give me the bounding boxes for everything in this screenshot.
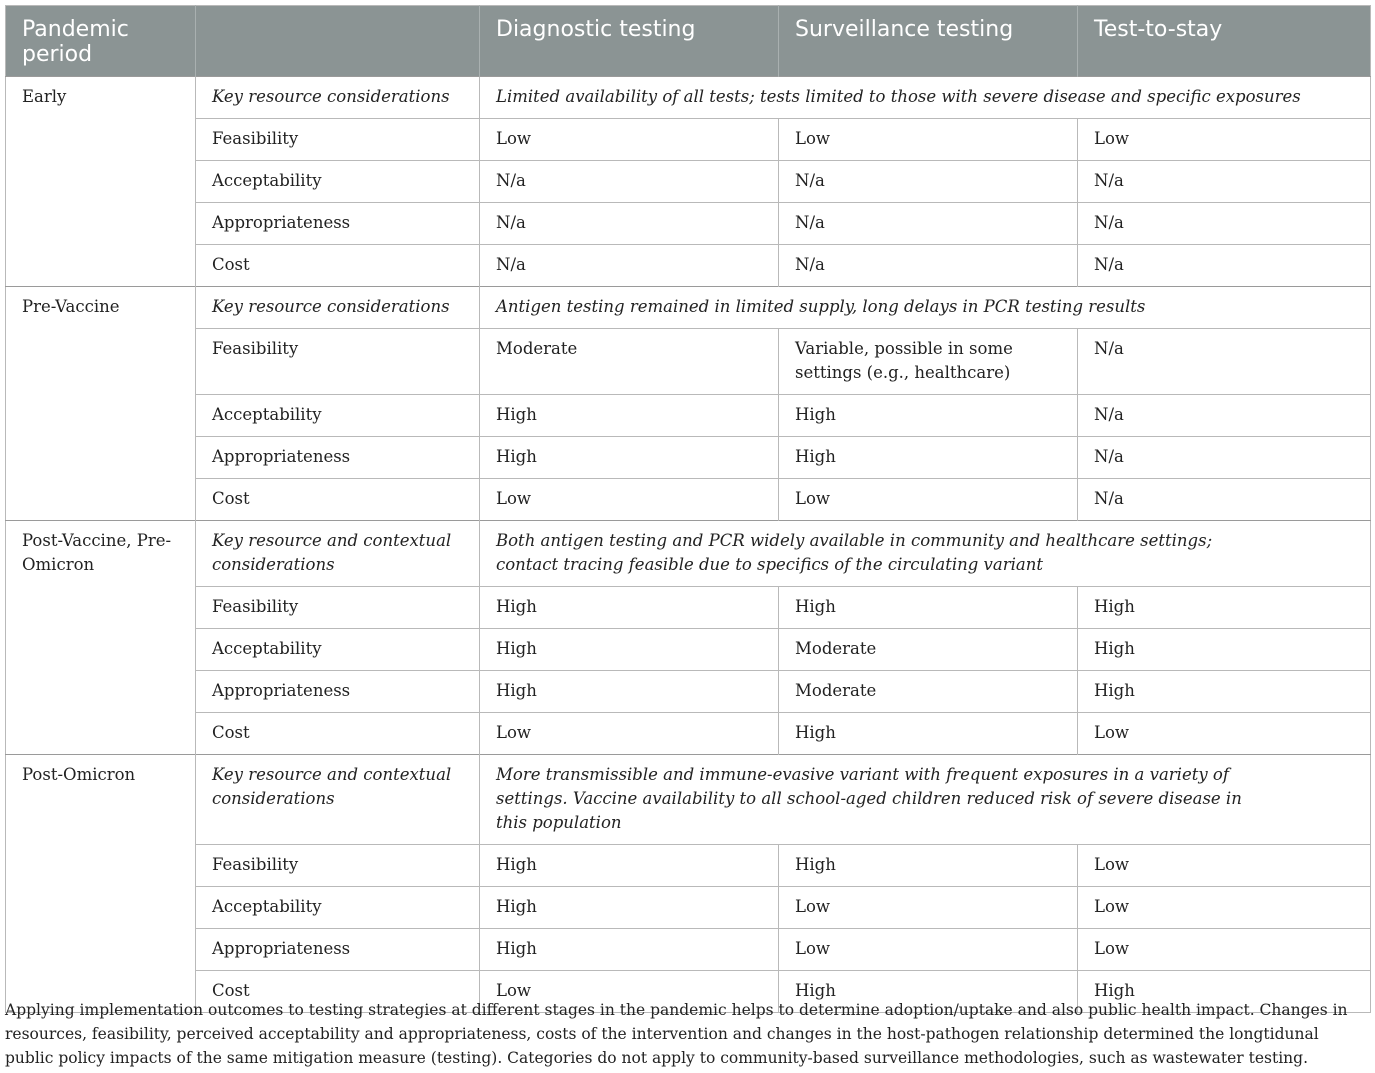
surveillance-value: High <box>779 971 1078 1013</box>
outcome-label: Feasibility <box>196 845 480 887</box>
surveillance-value: Low <box>779 929 1078 971</box>
outcome-label: Feasibility <box>196 329 480 395</box>
test-to-stay-value: N/a <box>1078 329 1371 395</box>
period-name: Early <box>6 77 196 287</box>
key-considerations-text: Both antigen testing and PCR widely available in community and healthcare settings; contact tracing feasible due to specifics of the circulating variant <box>480 521 1371 587</box>
diagnostic-value: High <box>480 845 779 887</box>
surveillance-value: Low <box>779 479 1078 521</box>
key-considerations-row <box>6 755 1371 845</box>
outcome-row <box>6 161 1371 203</box>
header-blank <box>196 6 480 77</box>
diagnostic-value: High <box>480 587 779 629</box>
key-considerations-text: Antigen testing remained in limited supply, long delays in PCR testing results <box>480 287 1371 329</box>
key-considerations-label: Key resource and contextual considerations <box>196 521 480 587</box>
outcome-label: Cost <box>196 479 480 521</box>
surveillance-value: Low <box>779 887 1078 929</box>
diagnostic-value: N/a <box>480 245 779 287</box>
outcome-row <box>6 395 1371 437</box>
test-to-stay-value: Low <box>1078 713 1371 755</box>
outcome-label: Appropriateness <box>196 437 480 479</box>
surveillance-value: N/a <box>779 203 1078 245</box>
diagnostic-value: High <box>480 671 779 713</box>
header-surveillance-testing: Surveillance testing <box>779 6 1078 77</box>
key-considerations-label: Key resource considerations <box>196 287 480 329</box>
header-diagnostic-testing: Diagnostic testing <box>480 6 779 77</box>
outcome-row <box>6 203 1371 245</box>
surveillance-value: Moderate <box>779 629 1078 671</box>
key-considerations-label: Key resource and contextual considerations <box>196 755 480 845</box>
diagnostic-value: High <box>480 395 779 437</box>
period-name: Post-Vaccine, Pre-Omicron <box>6 521 196 755</box>
test-to-stay-value: Low <box>1078 887 1371 929</box>
outcome-row <box>6 713 1371 755</box>
outcome-label: Feasibility <box>196 587 480 629</box>
surveillance-value: High <box>779 395 1078 437</box>
surveillance-value: Moderate <box>779 671 1078 713</box>
table-container <box>5 5 1370 1013</box>
diagnostic-value: N/a <box>480 203 779 245</box>
test-to-stay-value: High <box>1078 671 1371 713</box>
test-to-stay-value: Low <box>1078 845 1371 887</box>
outcome-row <box>6 479 1371 521</box>
test-to-stay-value: N/a <box>1078 245 1371 287</box>
test-to-stay-value: Low <box>1078 119 1371 161</box>
outcome-row <box>6 929 1371 971</box>
period-name: Post-Omicron <box>6 755 196 1013</box>
outcome-row <box>6 437 1371 479</box>
test-to-stay-value: High <box>1078 587 1371 629</box>
header-row <box>6 6 1371 77</box>
outcome-row <box>6 587 1371 629</box>
outcome-label: Appropriateness <box>196 929 480 971</box>
diagnostic-value: High <box>480 437 779 479</box>
surveillance-value: High <box>779 713 1078 755</box>
header-pandemic-period: Pandemic period <box>6 6 196 77</box>
outcome-label: Feasibility <box>196 119 480 161</box>
diagnostic-value: N/a <box>480 161 779 203</box>
diagnostic-value: High <box>480 929 779 971</box>
outcome-label: Acceptability <box>196 395 480 437</box>
outcome-row <box>6 671 1371 713</box>
diagnostic-value: High <box>480 887 779 929</box>
key-considerations-row <box>6 521 1371 587</box>
outcome-label: Acceptability <box>196 887 480 929</box>
table-footnote: Applying implementation outcomes to testing strategies at different stages in the pandemic helps to determine adoption/uptake and also public health impact. Changes in resources, feasibility, perceived acceptability and appropriateness, costs of the intervention and changes in the host-pathogen relationship determined the longtidunal public policy impacts of the same mitigation measure (testing). Categories do not apply to community-based surveillance methodologies, such as wastewater testing. <box>5 1001 1348 1067</box>
surveillance-value: N/a <box>779 245 1078 287</box>
outcome-row <box>6 887 1371 929</box>
test-to-stay-value: N/a <box>1078 203 1371 245</box>
outcome-label: Acceptability <box>196 161 480 203</box>
outcome-row <box>6 629 1371 671</box>
surveillance-value: N/a <box>779 161 1078 203</box>
outcome-row <box>6 845 1371 887</box>
test-to-stay-value: N/a <box>1078 479 1371 521</box>
surveillance-value: Variable, possible in some settings (e.g., healthcare) <box>779 329 1078 395</box>
test-to-stay-value: High <box>1078 629 1371 671</box>
outcome-label: Appropriateness <box>196 203 480 245</box>
diagnostic-value: High <box>480 629 779 671</box>
outcome-row <box>6 119 1371 161</box>
outcome-label: Acceptability <box>196 629 480 671</box>
surveillance-value: High <box>779 437 1078 479</box>
outcome-row <box>6 245 1371 287</box>
surveillance-value: Low <box>779 119 1078 161</box>
outcome-label: Cost <box>196 713 480 755</box>
testing-strategies-table <box>5 5 1371 1013</box>
key-considerations-row <box>6 287 1371 329</box>
key-considerations-label: Key resource considerations <box>196 77 480 119</box>
header-test-to-stay: Test-to-stay <box>1078 6 1371 77</box>
key-considerations-row <box>6 77 1371 119</box>
diagnostic-value: Low <box>480 971 779 1013</box>
key-considerations-text: Limited availability of all tests; tests limited to those with severe disease and specific exposures <box>480 77 1371 119</box>
surveillance-value: High <box>779 587 1078 629</box>
surveillance-value: High <box>779 845 1078 887</box>
diagnostic-value: Low <box>480 713 779 755</box>
outcome-label: Cost <box>196 245 480 287</box>
outcome-row <box>6 329 1371 395</box>
test-to-stay-value: N/a <box>1078 395 1371 437</box>
test-to-stay-value: N/a <box>1078 437 1371 479</box>
test-to-stay-value: Low <box>1078 929 1371 971</box>
test-to-stay-value: N/a <box>1078 161 1371 203</box>
diagnostic-value: Moderate <box>480 329 779 395</box>
period-name: Pre-Vaccine <box>6 287 196 521</box>
outcome-label: Appropriateness <box>196 671 480 713</box>
outcome-label: Cost <box>196 971 480 1013</box>
test-to-stay-value: High <box>1078 971 1371 1013</box>
diagnostic-value: Low <box>480 479 779 521</box>
key-considerations-text: More transmissible and immune-evasive variant with frequent exposures in a variety of settings. Vaccine availability to all school-aged children reduced risk of severe disease in this population <box>480 755 1371 845</box>
diagnostic-value: Low <box>480 119 779 161</box>
